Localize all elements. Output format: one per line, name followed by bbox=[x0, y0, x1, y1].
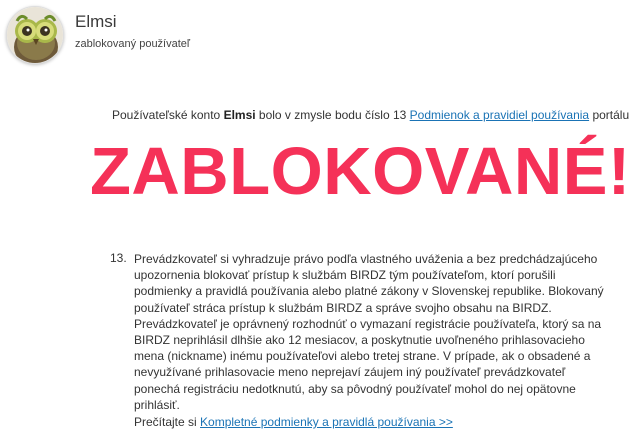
terms-link[interactable]: Podmienok a pravidiel používania bbox=[409, 108, 590, 122]
rule-number: 13. bbox=[110, 251, 127, 265]
readmore bbox=[134, 415, 614, 429]
notice-prefix: Používateľské konto bbox=[112, 108, 224, 122]
notice-username: Elmsi bbox=[223, 108, 256, 122]
user-status: zablokovaný používateľ bbox=[75, 38, 191, 50]
profile-header bbox=[0, 0, 640, 70]
avatar[interactable] bbox=[6, 6, 64, 64]
readmore-prefix: Prečítajte si bbox=[134, 415, 201, 429]
owl-avatar-icon bbox=[7, 7, 64, 64]
block-notice bbox=[112, 108, 632, 122]
notice-middle: bolo v zmysle bodu číslo 13 bbox=[255, 108, 410, 122]
full-terms-link[interactable]: Kompletné podmienky a pravidlá používania >> bbox=[200, 415, 453, 429]
notice-suffix: portálu bbox=[589, 108, 630, 122]
username: Elmsi bbox=[75, 12, 117, 31]
rule-text: Prevádzkovateľ si vyhradzuje právo podľa vlastného uváženia a bez predchádzajúceho upozornenia blokovať prístup k službám BIRDZ tým používateľom, ktorí porušili podmienky a pravidlá používania alebo platné zákony v Slovenskej republike. Blokovaný používateľ stráca prístup k službám BIRDZ a správe svojho obsahu na BIRDZ. Prevádzkovateľ je oprávnený rozhodnúť o vymazaní registrácie používateľa, ktorý sa na BIRDZ neprihlásil dlhšie ako 12 mesiacov, a poskytnutie uvoľneného prihlasovacieho mena (nickname) inému používateľovi alebo tretej strane. V prípade, ak o obsadené a nevyužívané prihlasovacie meno neprejaví záujem iný používateľ prevádzkovateľ ponechá registráciu nedotknutú, aby sa pôvodný používateľ mohol do nej opätovne prihlásiť. bbox=[134, 252, 604, 412]
blocked-banner: ZABLOKOVANÉ! bbox=[90, 134, 631, 209]
